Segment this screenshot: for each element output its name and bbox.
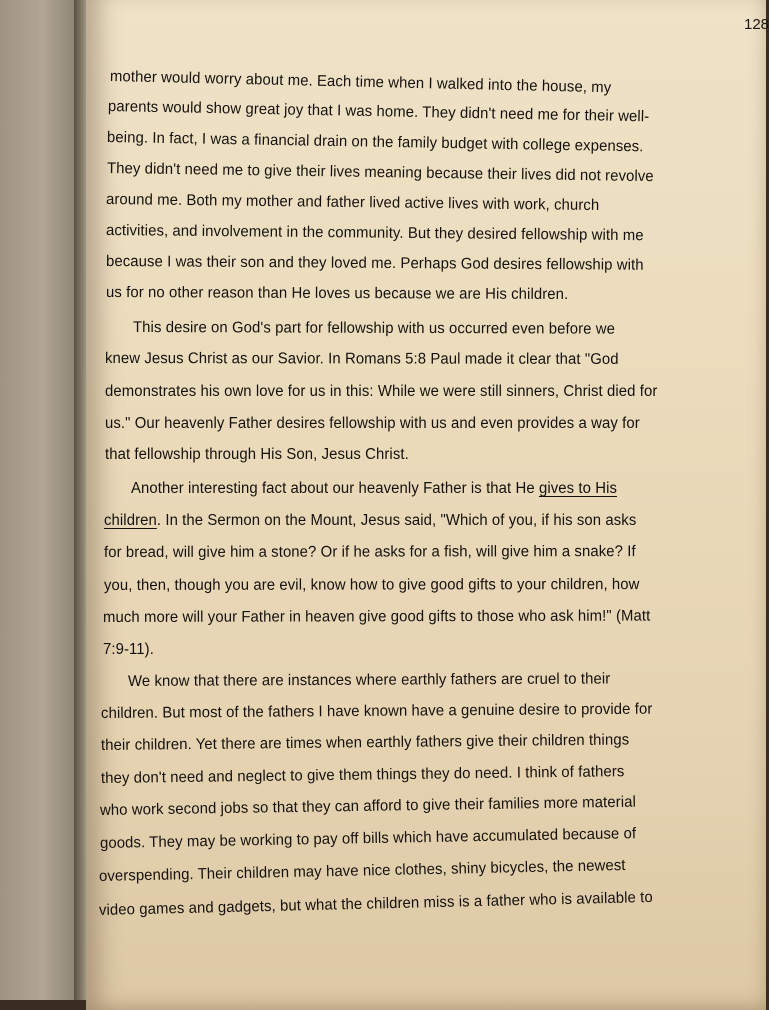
text-line: around me. Both my mother and father lived active lives with work, church xyxy=(105,191,600,215)
text-line: video games and gadgets, but what the children miss is a father who is available to xyxy=(98,888,653,919)
text-segment: . In the Sermon on the Mount, Jesus said, "Which of you, if his son asks xyxy=(156,512,637,529)
text-line: us for no other reason than He loves us because we are His children. xyxy=(105,284,569,304)
facing-page-edge xyxy=(0,0,78,1000)
book-page xyxy=(86,0,769,1010)
text-line: who work second jobs so that they can afford to give their families more material xyxy=(99,793,637,819)
text-line: We know that there are instances where earthly fathers are cruel to their xyxy=(127,670,611,690)
text-line: parents would show great joy that I was home. They didn't need me for their well- xyxy=(107,98,650,126)
text-line: that fellowship through His Son, Jesus Christ. xyxy=(105,446,409,463)
text-line xyxy=(104,512,636,530)
text-line: their children. Yet there are times when earthly fathers give their children things xyxy=(100,731,630,754)
text-line: for bread, will give him a stone? Or if he asks for a fish, will give him a snake? If xyxy=(103,543,636,561)
page-number: 128 xyxy=(744,16,769,33)
text-line: goods. They may be working to pay off bills which have accumulated because of xyxy=(99,825,637,852)
text-line xyxy=(131,480,617,498)
text-line: 7:9-11). xyxy=(103,641,154,658)
text-line: knew Jesus Christ as our Savior. In Romans 5:8 Paul made it clear that "God xyxy=(104,350,619,368)
text-line: This desire on God's part for fellowship with us occurred even before we xyxy=(132,319,616,338)
text-line: being. In fact, I was a financial drain on the family budget with college expenses. xyxy=(106,129,644,156)
text-line: you, then, though you are evil, know how to give good gifts to your children, how xyxy=(103,576,640,594)
text-line: they don't need and neglect to give them things they do need. I think of fathers xyxy=(100,763,625,787)
text-line: overspending. Their children may have nice clothes, shiny bicycles, the newest xyxy=(98,856,626,885)
text-segment: Another interesting fact about our heavenly Father is that He xyxy=(131,480,539,497)
text-line: activities, and involvement in the community. But they desired fellowship with me xyxy=(105,222,644,245)
text-line: They didn't need me to give their lives meaning because their lives did not revolve xyxy=(106,160,654,186)
text-line: because I was their son and they loved me. Perhaps God desires fellowship with xyxy=(105,253,644,274)
underlined-phrase: children xyxy=(104,512,157,529)
text-line: demonstrates his own love for us in this: While we were still sinners, Christ died for xyxy=(105,383,658,400)
text-line: mother would worry about me. Each time when I walked into the house, my xyxy=(109,68,612,97)
text-line: children. But most of the fathers I have known have a genuine desire to provide for xyxy=(100,700,653,722)
underlined-phrase: gives to His xyxy=(538,480,618,497)
text-line: much more will your Father in heaven give good gifts to those who ask him!" (Matt xyxy=(102,607,651,626)
text-line: us." Our heavenly Father desires fellowship with us and even provides a way for xyxy=(105,415,640,432)
